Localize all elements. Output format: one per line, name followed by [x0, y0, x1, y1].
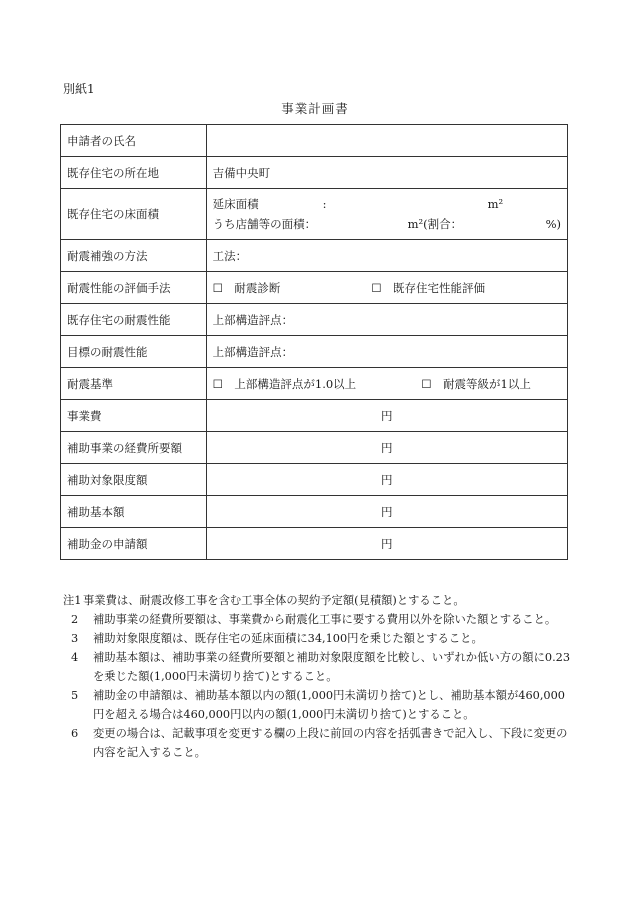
- field-floor-area[interactable]: [206, 189, 567, 240]
- label-evaluation: 耐震性能の評価手法: [61, 272, 207, 304]
- field-seismic-standard: [206, 368, 567, 400]
- note-number: 2: [71, 613, 79, 626]
- note-text: 補助事業の経費所要額は、事業費から耐震化工事に要する費用以外を除いた額とすること。: [93, 613, 557, 626]
- row-seismic-standard: [61, 368, 568, 400]
- field-applicant-name[interactable]: [206, 125, 567, 157]
- field-required-cost[interactable]: 円: [206, 432, 567, 464]
- checkbox-seismic-diagnosis[interactable]: ☐ 耐震診断: [212, 280, 281, 295]
- note-text: 補助金の申請額は、補助基本額以内の額(1,000円未満切り捨て)とし、補助基本額が460,000円を超える場合は460,000円以内の額(1,000円未満切り捨て)とすること。: [93, 689, 565, 721]
- note-number: 6: [71, 727, 79, 740]
- note-number: 4: [71, 651, 79, 664]
- floor-area-total-line: [213, 194, 561, 214]
- floor-area-store-unit: m²(割合：: [407, 217, 463, 231]
- field-project-cost[interactable]: 円: [206, 400, 567, 432]
- label-applicant-name: 申請者の氏名: [61, 125, 207, 157]
- row-project-cost: [61, 400, 568, 432]
- note-number: 注1: [63, 594, 82, 607]
- label-method: 耐震補強の方法: [61, 240, 207, 272]
- row-location: [61, 157, 568, 189]
- row-evaluation: [61, 272, 568, 304]
- notes-section: [63, 591, 573, 762]
- label-project-cost: 事業費: [61, 400, 207, 432]
- project-plan-table: [60, 124, 568, 560]
- note-item: [63, 610, 573, 629]
- row-existing-performance: [61, 304, 568, 336]
- field-subsidy-request[interactable]: 円: [206, 528, 567, 560]
- floor-area-total-unit: m²: [487, 197, 504, 211]
- label-subsidy-request: 補助金の申請額: [61, 528, 207, 560]
- note-item: [63, 686, 573, 724]
- field-evaluation: [206, 272, 567, 304]
- field-target-performance[interactable]: 上部構造評点：: [206, 336, 567, 368]
- note-text: 事業費は、耐震改修工事を含む工事全体の契約予定額(見積額)とすること。: [83, 594, 465, 607]
- note-number: 3: [71, 632, 79, 645]
- note-item: [63, 629, 573, 648]
- note-text: 変更の場合は、記載事項を変更する欄の上段に前回の内容を括弧書きで記入し、下段に変更の内容を記入すること。: [93, 727, 568, 759]
- field-method[interactable]: 工法：: [206, 240, 567, 272]
- attachment-label: 別紙1: [63, 82, 95, 96]
- row-limit-amount: [61, 464, 568, 496]
- note-text: 補助対象限度額は、既存住宅の延床面積に34,100円を乗じた額とすること。: [93, 632, 483, 645]
- floor-area-total-colon: :: [322, 197, 327, 211]
- row-target-performance: [61, 336, 568, 368]
- floor-area-ratio-end: %): [545, 217, 561, 231]
- note-item: [63, 591, 573, 610]
- row-floor-area: [61, 189, 568, 240]
- label-existing-performance: 既存住宅の耐震性能: [61, 304, 207, 336]
- field-location[interactable]: 吉備中央町: [206, 157, 567, 189]
- floor-area-store-key: うち店舗等の面積：: [212, 217, 317, 231]
- label-floor-area: 既存住宅の床面積: [61, 189, 207, 240]
- row-applicant-name: [61, 125, 568, 157]
- label-target-performance: 目標の耐震性能: [61, 336, 207, 368]
- field-base-amount[interactable]: 円: [206, 496, 567, 528]
- note-number: 5: [71, 689, 79, 702]
- row-required-cost: [61, 432, 568, 464]
- label-limit-amount: 補助対象限度額: [61, 464, 207, 496]
- label-base-amount: 補助基本額: [61, 496, 207, 528]
- label-location: 既存住宅の所在地: [61, 157, 207, 189]
- floor-area-store-line: [213, 214, 561, 234]
- label-seismic-standard: 耐震基準: [61, 368, 207, 400]
- row-subsidy-request: [61, 528, 568, 560]
- note-text: 補助基本額は、補助事業の経費所要額と補助対象限度額を比較し、いずれか低い方の額に0.23を乗じた額(1,000円未満切り捨て)とすること。: [93, 651, 571, 683]
- note-item: [63, 648, 573, 686]
- floor-area-total-key: 延床面積: [212, 197, 259, 211]
- checkbox-seismic-grade[interactable]: ☐ 耐震等級が1以上: [421, 376, 531, 391]
- note-item: [63, 724, 573, 762]
- label-required-cost: 補助事業の経費所要額: [61, 432, 207, 464]
- checkbox-structure-score[interactable]: ☐ 上部構造評点が1.0以上: [212, 376, 357, 391]
- row-base-amount: [61, 496, 568, 528]
- field-limit-amount[interactable]: 円: [206, 464, 567, 496]
- document-title: 事業計画書: [281, 101, 349, 116]
- row-method: [61, 240, 568, 272]
- field-existing-performance[interactable]: 上部構造評点：: [206, 304, 567, 336]
- checkbox-housing-performance-evaluation[interactable]: ☐ 既存住宅性能評価: [371, 280, 486, 295]
